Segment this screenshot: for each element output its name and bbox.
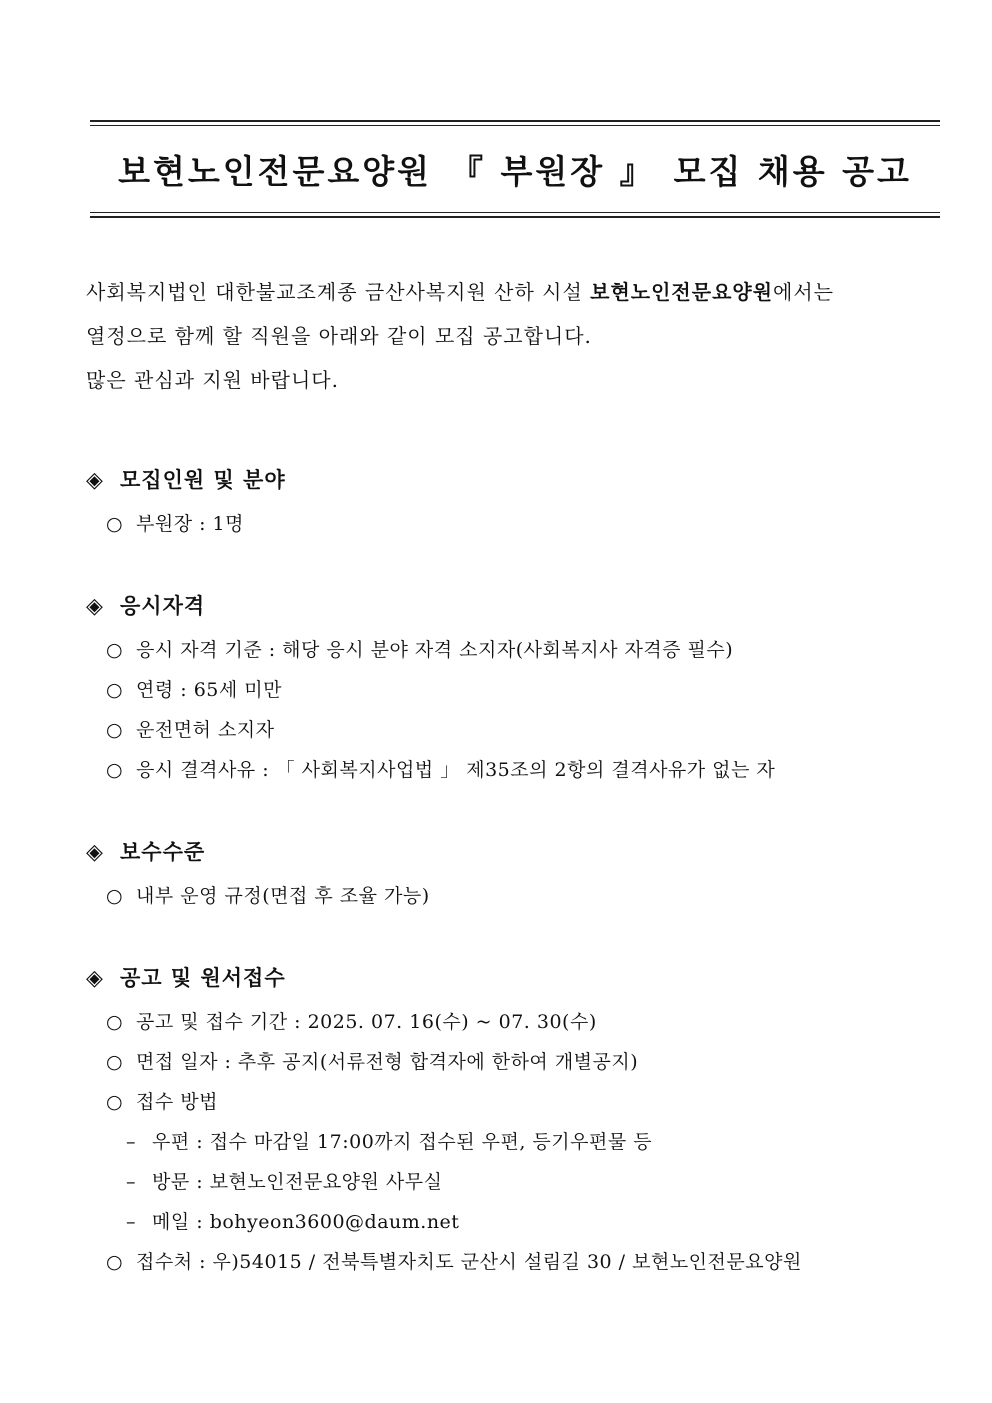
diamond-icon: ◈ <box>86 467 104 493</box>
section-heading-text: 보수수준 <box>120 839 206 864</box>
list-item <box>86 1082 966 1122</box>
circle-bullet-icon: ○ <box>106 1091 124 1113</box>
sub-item-text: 방문 : 보현노인전문요양원 사무실 <box>152 1171 443 1193</box>
title-suffix: 모집 채용 공고 <box>673 152 912 191</box>
list-item-text: 부원장 : 1명 <box>136 513 244 535</box>
intro-line-1-suffix: 에서는 <box>773 280 835 304</box>
circle-bullet-icon: ○ <box>106 719 124 741</box>
section-heading <box>86 958 966 998</box>
diamond-icon: ◈ <box>86 965 104 991</box>
sub-item <box>86 1202 966 1242</box>
list-item-text: 면접 일자 : 추후 공지(서류전형 합격자에 한하여 개별공지) <box>136 1051 639 1073</box>
list-item <box>86 876 966 916</box>
list-item-text: 공고 및 접수 기간 : 2025. 07. 16(수) ~ 07. 30(수) <box>136 1011 597 1033</box>
circle-bullet-icon: ○ <box>106 679 124 701</box>
section-heading-text: 응시자격 <box>120 593 206 618</box>
title-bottom-rule <box>90 212 940 218</box>
title-position: 『 부원장 』 <box>450 152 656 191</box>
section-compensation <box>86 832 966 916</box>
list-item-text: 응시 결격사유 : 「 사회복지사업법 」 제35조의 2항의 결격사유가 없는 자 <box>136 759 776 781</box>
circle-bullet-icon: ○ <box>106 1251 124 1273</box>
circle-bullet-icon: ○ <box>106 513 124 535</box>
email-address[interactable]: 메일 : bohyeon3600@daum.net <box>152 1211 460 1233</box>
list-item <box>86 1042 966 1082</box>
list-item-text: 연령 : 65세 미만 <box>136 679 282 701</box>
list-item <box>86 1242 966 1282</box>
title-facility: 보현노인전문요양원 <box>118 152 433 191</box>
list-item <box>86 1002 966 1042</box>
title-top-rule <box>90 120 940 126</box>
list-item <box>86 750 966 790</box>
section-qualifications <box>86 586 966 790</box>
circle-bullet-icon: ○ <box>106 639 124 661</box>
intro-line-2: 열정으로 함께 할 직원을 아래와 같이 모집 공고합니다. <box>86 324 592 348</box>
dash-bullet-icon: – <box>126 1211 136 1233</box>
intro-line-3: 많은 관심과 지원 바랍니다. <box>86 368 339 392</box>
section-application <box>86 958 966 1282</box>
diamond-icon: ◈ <box>86 593 104 619</box>
title-block <box>90 120 940 218</box>
list-item-text: 내부 운영 규정(면접 후 조율 가능) <box>136 885 430 907</box>
list-item <box>86 630 966 670</box>
circle-bullet-icon: ○ <box>106 1051 124 1073</box>
section-heading <box>86 586 966 626</box>
section-heading-text: 모집인원 및 분야 <box>120 467 286 492</box>
section-recruitment <box>86 460 966 544</box>
list-item-text: 접수 방법 <box>136 1091 218 1113</box>
intro-paragraph <box>86 270 966 402</box>
list-item <box>86 710 966 750</box>
sub-item <box>86 1162 966 1202</box>
circle-bullet-icon: ○ <box>106 1011 124 1033</box>
list-item-text: 응시 자격 기준 : 해당 응시 분야 자격 소지자(사회복지사 자격증 필수) <box>136 639 734 661</box>
intro-line-1 <box>86 270 966 314</box>
circle-bullet-icon: ○ <box>106 885 124 907</box>
dash-bullet-icon: – <box>126 1171 136 1193</box>
section-heading <box>86 832 966 872</box>
page-title <box>90 146 940 193</box>
list-item <box>86 670 966 710</box>
section-heading-text: 공고 및 원서접수 <box>120 965 286 990</box>
sub-item-text: 우편 : 접수 마감일 17:00까지 접수된 우편, 등기우편물 등 <box>152 1131 653 1153</box>
list-item-text: 접수처 : 우)54015 / 전북특별자치도 군산시 설림길 30 / 보현노인전문요양원 <box>136 1251 802 1273</box>
circle-bullet-icon: ○ <box>106 759 124 781</box>
sub-item <box>86 1122 966 1162</box>
diamond-icon: ◈ <box>86 839 104 865</box>
dash-bullet-icon: – <box>126 1131 136 1153</box>
intro-facility-name: 보현노인전문요양원 <box>590 280 774 304</box>
section-heading <box>86 460 966 500</box>
list-item <box>86 504 966 544</box>
list-item-text: 운전면허 소지자 <box>136 719 275 741</box>
intro-line-1-prefix: 사회복지법인 대한불교조계종 금산사복지원 산하 시설 <box>86 280 591 304</box>
